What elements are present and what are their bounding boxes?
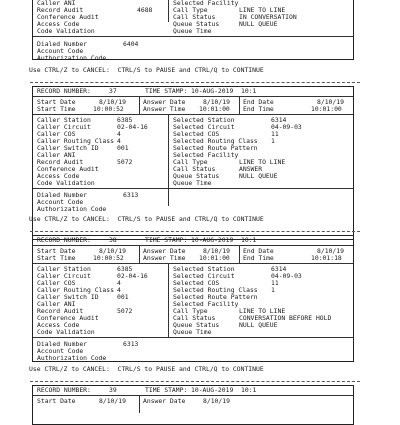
caller-station-value: 6385 [117,116,133,124]
answer-date-value: 8/10/19 [203,98,230,106]
caller-cos-label: Caller COS [37,279,76,287]
call-type-value: LINE TO LINE [239,307,286,315]
call-type-value: LINE TO LINE [239,158,286,166]
queue-status-value: NULL QUEUE [239,172,278,180]
record-block [32,385,354,425]
authorization-code-label: Authorization Code [37,205,107,213]
caller-routing-class-label: Caller Routing Class [37,137,114,145]
conference-audit-label: Conference Audit [37,314,99,322]
selected-station-value: 6314 [271,116,287,124]
end-time-value: 10:01:00 [311,105,342,113]
caller-ani-label: Caller ANI [37,0,76,7]
cancel-prompt: Use CTRL/Z to CANCEL: CTRL/S to PAUSE and CTRL/Q to CONTINUE [29,215,264,223]
selected-circuit-label: Selected Circuit [173,123,235,131]
caller-circuit-value: 02-04-16 [117,272,148,280]
start-date-label: Start Date [37,397,76,405]
caller-cos-label: Caller COS [37,130,76,138]
selected-route-pattern-label: Selected Route Pattern [173,144,258,152]
dialed-number-label: Dialed Number [37,191,88,199]
time-stamp-label: TIME STAMP: [145,236,188,244]
start-date-value: 8/10/19 [99,397,126,405]
conference-audit-label: Conference Audit [37,13,99,21]
record-number-label: RECORD NUMBER: [37,236,91,244]
answer-date-label: Answer Date [143,247,186,255]
selected-station-value: 6314 [271,265,287,273]
separator [30,231,360,232]
caller-station-label: Caller Station [37,265,91,273]
selected-circuit-value: 04-09-03 [271,272,302,280]
call-type-label: Call Type [173,307,208,315]
call-status-value: ANSWER [239,165,263,173]
start-time-label: Start Time [37,254,76,262]
record-audit-value: 4688 [137,6,153,14]
authorization-code-label: Authorization Code [37,354,107,362]
record-audit-label: Record Audit [37,307,84,315]
caller-routing-class-value: 4 [117,286,121,294]
answer-time-label: Answer Time [143,254,186,262]
time-stamp-value: 10-AUG-2019 10:1 [191,236,257,244]
selected-facility-label: Selected Facility [173,300,239,308]
start-time-value: 10:00:52 [93,105,124,113]
selected-circuit-value: 04-09-03 [271,123,302,131]
separator [30,82,360,83]
access-code-label: Access Code [37,20,80,28]
selected-facility-label: Selected Facility [173,0,239,7]
record-audit-value: 5072 [117,158,133,166]
call-type-label: Call Type [173,6,208,14]
caller-ani-label: Caller ANI [37,151,76,159]
end-date-value: 8/10/19 [317,98,344,106]
answer-date-label: Answer Date [143,397,186,405]
end-date-value: 8/10/19 [317,247,344,255]
code-validation-label: Code Validation [37,328,95,336]
caller-ani-label: Caller ANI [37,300,76,308]
caller-routing-class-value: 4 [117,137,121,145]
answer-time-value: 10:01:00 [199,254,230,262]
caller-switch-id-value: 001 [117,144,129,152]
code-validation-label: Code Validation [37,27,95,35]
selected-cos-value: 11 [271,279,279,287]
selected-routing-class-value: 1 [271,286,275,294]
record-block-partial [32,0,354,60]
selected-route-pattern-label: Selected Route Pattern [173,293,258,301]
separator [30,381,360,382]
selected-cos-value: 11 [271,130,279,138]
answer-time-label: Answer Time [143,105,186,113]
queue-status-value: NULL QUEUE [239,20,278,28]
call-status-value: CONVERSATION BEFORE HOLD [239,314,332,322]
code-validation-label: Code Validation [37,179,95,187]
caller-switch-id-value: 001 [117,293,129,301]
answer-date-value: 8/10/19 [203,247,230,255]
time-stamp-label: TIME STAMP: [145,386,188,394]
selected-facility-label: Selected Facility [173,151,239,159]
queue-status-label: Queue Status [173,172,220,180]
record-audit-value: 5072 [117,307,133,315]
caller-circuit-label: Caller Circuit [37,272,91,280]
record-number-label: RECORD NUMBER: [37,386,91,394]
queue-status-label: Queue Status [173,321,220,329]
end-time-value: 10:01:18 [311,254,342,262]
end-date-label: End Date [243,98,274,106]
queue-time-label: Queue Time [173,328,212,336]
caller-circuit-label: Caller Circuit [37,123,91,131]
record-block [32,235,354,362]
time-stamp-value: 10-AUG-2019 10:1 [191,386,257,394]
record-number-value: 39 [109,386,117,394]
record-audit-label: Record Audit [37,158,84,166]
start-date-value: 8/10/19 [99,98,126,106]
queue-status-value: NULL QUEUE [239,321,278,329]
caller-cos-value: 4 [117,279,121,287]
answer-date-value: 8/10/19 [203,397,230,405]
end-time-label: End Time [243,254,274,262]
account-code-label: Account Code [37,347,84,355]
call-type-value: LINE TO LINE [239,6,286,14]
record-number-value: 37 [109,87,117,95]
caller-cos-value: 4 [117,130,121,138]
start-date-label: Start Date [37,98,76,106]
start-time-value: 10:00:52 [93,254,124,262]
selected-station-label: Selected Station [173,116,235,124]
access-code-label: Access Code [37,172,80,180]
dialed-number-value: 6313 [123,191,139,199]
time-stamp-label: TIME STAMP: [145,87,188,95]
call-status-label: Call Status [173,13,216,21]
caller-switch-id-label: Caller Switch ID [37,293,99,301]
caller-station-value: 6385 [117,265,133,273]
record-audit-label: Record Audit [37,6,84,14]
dialed-number-label: Dialed Number [37,340,88,348]
caller-switch-id-label: Caller Switch ID [37,144,99,152]
end-date-label: End Date [243,247,274,255]
record-number-label: RECORD NUMBER: [37,87,91,95]
cancel-prompt: Use CTRL/Z to CANCEL: CTRL/S to PAUSE and CTRL/Q to CONTINUE [29,66,264,74]
selected-cos-label: Selected COS [173,130,220,138]
selected-routing-class-label: Selected Routing Class [173,137,258,145]
record-number-value: 38 [109,236,117,244]
conference-audit-label: Conference Audit [37,165,99,173]
selected-cos-label: Selected COS [173,279,220,287]
dialed-number-label: Dialed Number [37,40,88,48]
end-time-label: End Time [243,105,274,113]
call-status-value: IN CONVERSATION [239,13,297,21]
start-time-label: Start Time [37,105,76,113]
start-date-label: Start Date [37,247,76,255]
caller-circuit-value: 02-04-16 [117,123,148,131]
answer-date-label: Answer Date [143,98,186,106]
caller-station-label: Caller Station [37,116,91,124]
queue-time-label: Queue Time [173,27,212,35]
start-date-value: 8/10/19 [99,247,126,255]
account-code-label: Account Code [37,47,84,55]
call-status-label: Call Status [173,314,216,322]
selected-routing-class-label: Selected Routing Class [173,286,258,294]
access-code-label: Access Code [37,321,80,329]
caller-routing-class-label: Caller Routing Class [37,286,114,294]
selected-routing-class-value: 1 [271,137,275,145]
answer-time-value: 10:01:00 [199,105,230,113]
queue-status-label: Queue Status [173,20,220,28]
account-code-label: Account Code [37,198,84,206]
time-stamp-value: 10-AUG-2019 10:1 [191,87,257,95]
queue-time-label: Queue Time [173,179,212,187]
dialed-number-value: 6313 [123,340,139,348]
dialed-number-value: 6404 [123,40,139,48]
call-type-label: Call Type [173,158,208,166]
authorization-code-label: Authorization Code [37,54,107,62]
selected-station-label: Selected Station [173,265,235,273]
call-status-label: Call Status [173,165,216,173]
selected-circuit-label: Selected Circuit [173,272,235,280]
cancel-prompt: Use CTRL/Z to CANCEL: CTRL/S to PAUSE and CTRL/Q to CONTINUE [29,365,264,373]
